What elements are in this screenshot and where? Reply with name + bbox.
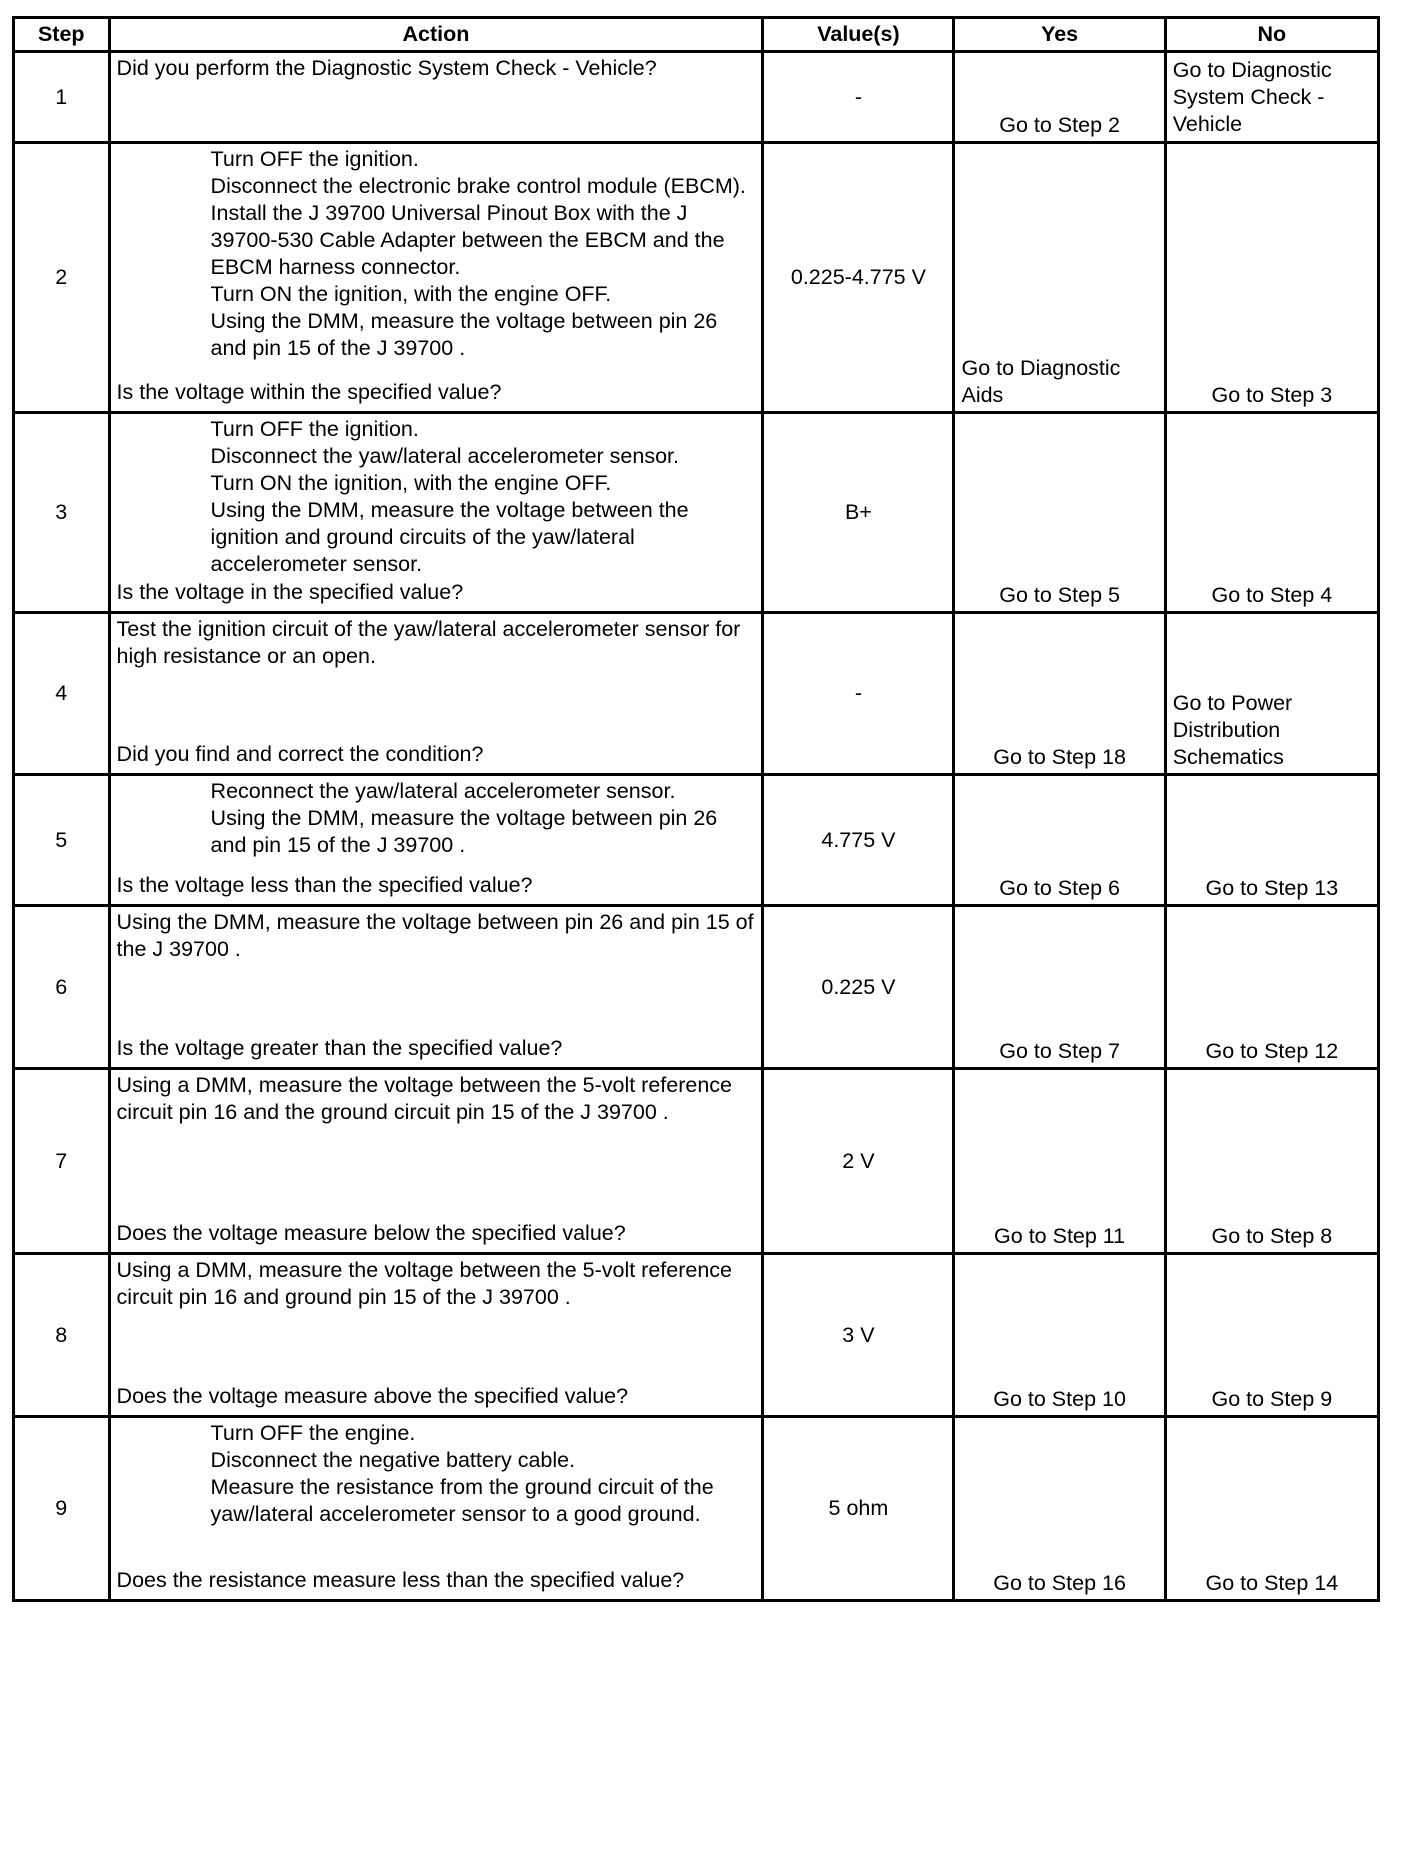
action-line: Disconnect the negative battery cable.: [210, 1448, 576, 1472]
step-number: 3: [14, 413, 110, 613]
action-question: Does the voltage measure above the specified value?: [116, 1384, 629, 1408]
no-cell: Go to Step 12: [1165, 906, 1378, 1069]
step-number: 6: [14, 906, 110, 1069]
header-row: [14, 18, 1379, 52]
step-number: 2: [14, 143, 110, 413]
action-line: Turn OFF the ignition.: [210, 417, 419, 441]
yes-cell: Go to Step 6: [954, 775, 1165, 906]
step-number: 7: [14, 1069, 110, 1254]
action-cell: [109, 413, 763, 613]
yes-cell: Go to Step 7: [954, 906, 1165, 1069]
action-question: Does the voltage measure below the specified value?: [116, 1221, 626, 1245]
action-cell: [109, 1417, 763, 1601]
diagnostic-table: [12, 16, 1380, 1602]
action-question: Is the voltage greater than the specified value?: [116, 1036, 563, 1060]
yes-cell: Go to Step 16: [954, 1417, 1165, 1601]
action-line: Measure the resistance from the ground circuit of the yaw/lateral accelerometer sensor to a good ground.: [210, 1475, 720, 1526]
action-line: Disconnect the yaw/lateral accelerometer sensor.: [210, 444, 679, 468]
yes-cell: Go to Step 5: [954, 413, 1165, 613]
step-number: 5: [14, 775, 110, 906]
table-row: [14, 775, 1379, 906]
action-line: Turn OFF the ignition.: [210, 147, 419, 171]
no-cell: Go to Step 4: [1165, 413, 1378, 613]
value-cell: 4.775 V: [763, 775, 954, 906]
action-cell: [109, 52, 763, 143]
no-cell: Go to Step 14: [1165, 1417, 1378, 1601]
table-row: [14, 52, 1379, 143]
value-cell: -: [763, 52, 954, 143]
value-cell: 2 V: [763, 1069, 954, 1254]
no-cell: Go to Diagnostic System Check - Vehicle: [1165, 52, 1378, 143]
table-row: [14, 1417, 1379, 1601]
no-cell: Go to Step 13: [1165, 775, 1378, 906]
yes-cell: Go to Step 11: [954, 1069, 1165, 1254]
action-line: Using the DMM, measure the voltage between pin 26 and pin 15 of the J 39700 .: [210, 806, 724, 857]
header-step: Step: [14, 18, 110, 52]
action-question: Does the resistance measure less than the specified value?: [116, 1568, 685, 1592]
action-question: Did you find and correct the condition?: [116, 742, 484, 766]
yes-cell: Go to Step 10: [954, 1254, 1165, 1417]
action-line: Turn ON the ignition, with the engine OFF.: [210, 282, 612, 306]
action-cell: [109, 143, 763, 413]
table-row: [14, 413, 1379, 613]
action-line: Using the DMM, measure the voltage between pin 26 and pin 15 of the J 39700 .: [116, 910, 760, 961]
action-line: Test the ignition circuit of the yaw/lateral accelerometer sensor for high resistance or an open.: [116, 617, 747, 668]
action-line: Using the DMM, measure the voltage between the ignition and ground circuits of the yaw/lateral accelerometer sensor.: [210, 498, 695, 576]
action-cell: [109, 613, 763, 775]
action-cell: [109, 1069, 763, 1254]
table-row: [14, 1069, 1379, 1254]
value-cell: B+: [763, 413, 954, 613]
no-cell: Go to Step 3: [1165, 143, 1378, 413]
step-number: 4: [14, 613, 110, 775]
action-line: Disconnect the electronic brake control module (EBCM).: [210, 174, 746, 198]
value-cell: -: [763, 613, 954, 775]
action-cell: [109, 1254, 763, 1417]
table-row: [14, 613, 1379, 775]
value-cell: 5 ohm: [763, 1417, 954, 1601]
no-cell: Go to Step 8: [1165, 1069, 1378, 1254]
step-number: 1: [14, 52, 110, 143]
action-line: Turn ON the ignition, with the engine OFF.: [210, 471, 612, 495]
yes-cell: Go to Step 18: [954, 613, 1165, 775]
action-line: Using a DMM, measure the voltage between the 5-volt reference circuit pin 16 and ground pin 15 of the J 39700 .: [116, 1258, 738, 1309]
action-question: Is the voltage in the specified value?: [116, 580, 464, 604]
table-row: [14, 1254, 1379, 1417]
value-cell: 3 V: [763, 1254, 954, 1417]
table-row: [14, 906, 1379, 1069]
value-cell: 0.225 V: [763, 906, 954, 1069]
action-cell: [109, 775, 763, 906]
yes-cell: Go to Step 2: [954, 52, 1165, 143]
no-cell: Go to Power Distribution Schematics: [1165, 613, 1378, 775]
header-values: Value(s): [763, 18, 954, 52]
step-number: 8: [14, 1254, 110, 1417]
header-action: Action: [109, 18, 763, 52]
action-question: Is the voltage less than the specified value?: [116, 873, 533, 897]
step-number: 9: [14, 1417, 110, 1601]
value-cell: 0.225-4.775 V: [763, 143, 954, 413]
action-line: Using the DMM, measure the voltage between pin 26 and pin 15 of the J 39700 .: [210, 309, 724, 360]
header-no: No: [1165, 18, 1378, 52]
action-cell: [109, 906, 763, 1069]
action-question: Is the voltage within the specified value?: [116, 380, 502, 404]
action-line: Reconnect the yaw/lateral accelerometer sensor.: [210, 779, 676, 803]
header-yes: Yes: [954, 18, 1165, 52]
action-line: Turn OFF the engine.: [210, 1421, 416, 1445]
action-line: Install the J 39700 Universal Pinout Box with the J 39700-530 Cable Adapter between the EBCM and the EBCM harness connector.: [210, 201, 731, 279]
action-line: Did you perform the Diagnostic System Check - Vehicle?: [116, 56, 657, 80]
yes-cell: Go to Diagnostic Aids: [954, 143, 1165, 413]
table-row: [14, 143, 1379, 413]
no-cell: Go to Step 9: [1165, 1254, 1378, 1417]
action-line: Using a DMM, measure the voltage between the 5-volt reference circuit pin 16 and the ground circuit pin 15 of the J 39700 .: [116, 1073, 738, 1124]
